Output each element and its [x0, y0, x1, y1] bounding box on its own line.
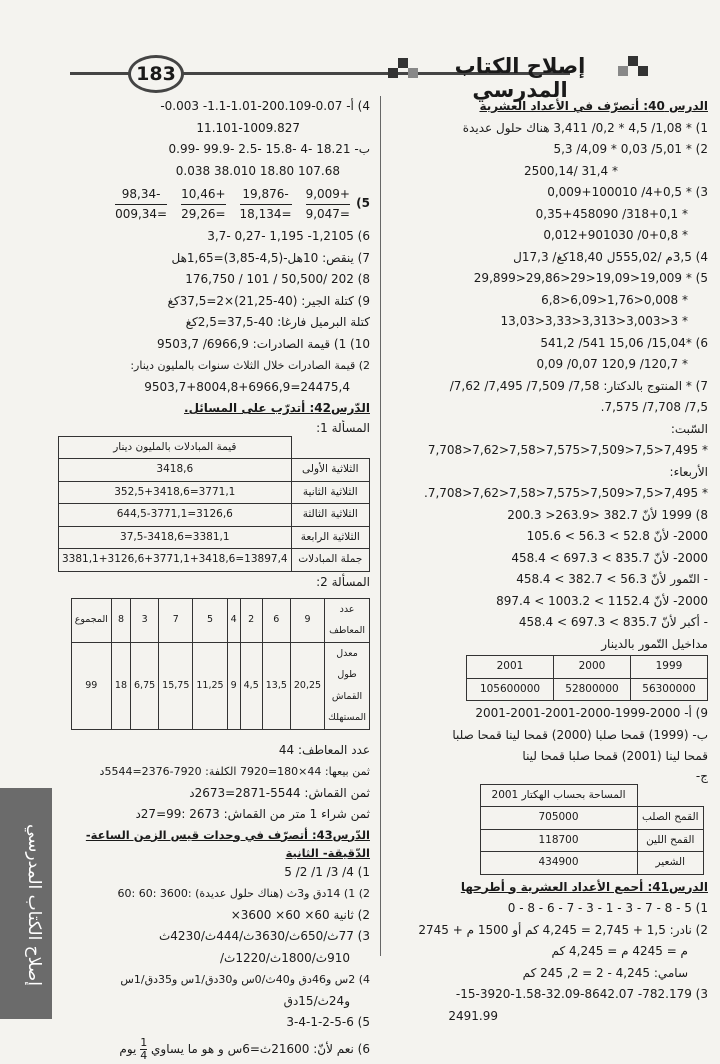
table-cell: 4 [227, 598, 240, 642]
area-table [480, 784, 705, 875]
text-line: ثمن القماش: 5544-2871=2673د [189, 785, 370, 800]
fraction-numerator: 1 [140, 1035, 148, 1049]
decor-square [618, 66, 628, 76]
text-line: 1) 4/ 3/ 1/ 2/ 5 [284, 864, 370, 879]
text-line: * 7,495<7,5<7,509<7,575<7,58<7,62<7,708. [424, 486, 708, 500]
table-cell: 13897,4=3381,1+3126,6+3771,1+3418,6 [59, 549, 292, 572]
text-line: * 3<3,003<3,313<3,33<13,03 [500, 314, 688, 328]
table-cell: 2000 [554, 656, 631, 679]
table-cell: 4,5 [240, 642, 262, 729]
text-line: 5) * 19,009<19,09<29<29,86<29,899 [473, 271, 708, 285]
table-cell: 18 [111, 642, 130, 729]
text-line: - أكبر لأنّ 835.7 > 697.3 > 458.4 [518, 615, 708, 629]
text-line: 1) 5 - 8 - 7 - 3 - 1 - 3 - 7 - 6 - 8 - 0 [507, 901, 708, 915]
table-cell: 705000 [480, 807, 637, 830]
text-segment: 6) نعم لأنّ: 21600ث=6س و هو ما يساوي [151, 1041, 370, 1056]
table-cell: 8 [111, 598, 130, 642]
text-line: 6) 1,2105- 1,195 -0,27 -3,7 [207, 229, 370, 243]
text-line: * 120,7/ 120,9 0,07/ 0,09 [536, 357, 688, 371]
text-line: 2000- لأنّ 1152.4 > 1003.2 > 897.4 [496, 593, 708, 608]
text-line: * 318+0,1/ 0,35+458090 [535, 206, 688, 221]
table-cell: القمح اللين [637, 829, 704, 852]
text-line: 4) 3,5م /555,02ل 18,40كغ/ 17,3ل [513, 249, 708, 264]
decor-square [408, 68, 418, 78]
text-line: 7) ينقص: 10هل-(4,5-3,85)=1,65هل [171, 250, 370, 265]
result: 29,26= [181, 206, 226, 221]
text-line: الأربعاء: [669, 464, 708, 479]
decor-square [388, 68, 398, 78]
table-header: المساحة بحساب الهكتار 2001 [480, 784, 637, 807]
text-line: 3) * 4+0,5/ 0,009+100010 [547, 185, 708, 199]
text-line: ثمن شراء 1 متر من القماش: 2673 :99=27د [135, 807, 370, 821]
operand: 19,876- [240, 185, 292, 205]
operand: 98,34- [115, 185, 167, 205]
text-line: 5) 3-4-1-2-5-6 [286, 1015, 370, 1029]
text-line: السّبت: [670, 421, 708, 436]
result: 009,34= [115, 206, 168, 221]
text-line: 7) * المنتوج بالدكتار: 7,58/ 7,509/ 7,495/ 7,62/ [449, 378, 708, 393]
text-line: 9) أ- 2000-1999-2000-2001-2001-2001 [475, 706, 708, 720]
text-line: 7,5/ 7,708/ 7,575. [600, 400, 708, 414]
table-cell: الثلاثية الرابعة [291, 526, 369, 549]
text-line: * 0,008<1,76<6,09<6,8 [541, 292, 688, 307]
decor-square [638, 66, 648, 76]
text-line: 4) أ- 0.07-200.109-1.01-1.1- 0.003- [160, 99, 370, 113]
table-cell: 9 [290, 598, 324, 642]
text-line: 2) قيمة الصادرات خلال الثلاث سنوات بالمليون دينار: [130, 359, 370, 372]
table-cell: 56300000 [631, 678, 708, 701]
table-cell: الثلاثية الثالثة [291, 504, 369, 527]
table-cell: 20,25 [290, 642, 324, 729]
operation [240, 185, 292, 224]
fraction-denominator: 4 [140, 1048, 148, 1062]
decor-square [628, 56, 638, 66]
text-line: ب- (1999) قمحا صلبا (2000) قمحا لينا قمحا صلبا [452, 727, 708, 742]
table-header: قيمة المبادلات بالمليون دينار [59, 436, 292, 459]
problem-label: المسألة 2: [316, 574, 370, 589]
table-cell: الثلاثية الثانية [291, 481, 369, 504]
table-cell [637, 784, 704, 807]
text-line: 2) ثانية 60× 60× 3600× [230, 907, 370, 922]
table-cell: 105600000 [467, 678, 554, 701]
text-line: 2491.99 [448, 1008, 498, 1023]
left-column [58, 96, 370, 1064]
table-cell [291, 436, 369, 459]
decor-square [398, 58, 408, 68]
table-cell: 1999 [631, 656, 708, 679]
side-label: إصلاح الكتاب المدرسي [24, 824, 44, 986]
table-header: معدل طول القماش المستهلك [325, 642, 370, 729]
text-line: 10) 1) قيمة الصادرات: 6966,9/ 9503,7 [157, 336, 370, 351]
table-cell: الثلاثية الأولى [291, 459, 369, 482]
table-cell: 118700 [480, 829, 637, 852]
lesson43-title: الدّرس43: أتصرّف في وحدات قيس الزمن الساعة- الدّقيقة- الثانية [85, 827, 370, 860]
text-line: 1) * 1,08/ 4,5 * 0,2/ 3,411 هناك حلول عديدة [462, 120, 708, 135]
table-cell: الشعير [637, 852, 704, 875]
result: 18,134= [239, 206, 292, 221]
text-line: 9) كتلة الجير: (40-21,25)×2=37,5كغ [167, 293, 370, 308]
text-line: - التّمور لأنّ 56.3 > 382.7 > 458.4 [516, 572, 708, 586]
exercise-number: 5) [356, 196, 370, 211]
subtraction-block [58, 182, 370, 226]
text-line: ثمن بيعها: 44×180=7920 الكلفة: 7920-2376=5544د [99, 765, 370, 778]
table-cell: المجموع [71, 598, 111, 642]
text-line: ج- [695, 768, 708, 783]
text-line: م = 4245 م = 4,245 كم [551, 944, 688, 958]
table-cell: 3381,1=37,5-3418,6 [59, 526, 292, 549]
text-line: 2000- لأنّ 52.8 > 56.3 > 105.6 [526, 529, 708, 543]
text-line: 2) 1) 14دق و3ث (هناك حلول عديدة) :3600 :60 :60 [117, 887, 370, 900]
text-line: 4) 2س و46دق و40ث/0س و30دق/1س و35دق/1س [120, 973, 370, 986]
text-line: * 31,4 /2500,14 [523, 163, 618, 178]
table-cell: 6,75 [131, 642, 159, 729]
text-segment: يوم [119, 1041, 137, 1056]
text-line: 8) 202 /50,500 / 101 / 176,750 [185, 272, 370, 286]
text-line: * 7,495<7,5<7,509<7,575<7,58<7,62<7,708 [427, 443, 708, 457]
page-number: 183 [128, 55, 184, 93]
text-line: قمحا لينا (2001) قمحا صلبا قمحا لينا [522, 749, 708, 763]
table-cell: 9 [227, 642, 240, 729]
text-line: 3) 782.179- 15-3920-1.58-32.09-8642.07- [455, 987, 708, 1001]
table-cell: 15,75 [159, 642, 193, 729]
operand: 10,46+ [181, 185, 225, 205]
text-line: 2) * 5,01/ 0,03 * 4,09/ 5,3 [553, 142, 708, 156]
table-cell: 2 [240, 598, 262, 642]
text-line: كتلة البرميل فارغا: 40-37,5=2,5كغ [185, 315, 370, 329]
coats-table [71, 598, 370, 730]
table-cell: 13,5 [262, 642, 290, 729]
text-line: و24ث/15دق [283, 993, 350, 1008]
text-line: 6) *15,04/ 15,06 541/ 541,2 [540, 335, 708, 350]
text-line: ب- 18.21 -4 -15.8 -2.5 -99.9 -0.99 [168, 142, 370, 156]
text-line: مداخيل التّمور بالدينار [601, 636, 708, 651]
text-line: 910ث/1800ث/1220ث/ [219, 950, 350, 965]
table-cell: 6 [262, 598, 290, 642]
text-line: 107.68 18.80 38.010 0.038 [175, 163, 340, 178]
lesson42-title: الدّرس42: أتدرّب على المسائل. [184, 401, 370, 415]
page-title: إصلاح الكتاب المدرسي [454, 54, 586, 102]
table-cell: 434900 [480, 852, 637, 875]
exchanges-table [58, 436, 370, 572]
text-line: 3) 77ث/650ث/3630ث/444ث/4230ث [159, 929, 370, 943]
operand: 9,009+ [306, 185, 350, 205]
table-cell: 52800000 [554, 678, 631, 701]
table-cell: 3771,1=352,5+3418,6 [59, 481, 292, 504]
result: 9,047= [305, 206, 350, 221]
operation [181, 185, 225, 224]
table-cell: 3126,6=644,5-3771,1 [59, 504, 292, 527]
fraction [140, 1037, 147, 1062]
operation [306, 185, 350, 224]
table-cell: 3 [131, 598, 159, 642]
text-line: سامي: 4,245 - 2 = 2, 245 كم [522, 965, 688, 980]
spacer [58, 730, 370, 740]
table-cell: 11,25 [193, 642, 227, 729]
table-cell: جملة المبادلات [291, 549, 369, 572]
text-line: 8) 1999 لأنّ 382.7 <263.9< 200.3 [507, 507, 708, 522]
operation [115, 185, 167, 224]
table-cell: 2001 [467, 656, 554, 679]
text-line: * 0+0,8/ 0,012+901030 [543, 228, 688, 242]
income-table [466, 655, 708, 701]
text-line: 11.101-1009.827 [196, 120, 300, 135]
text-line: 2) نادر: 1,5 + 2,745 = 4,245 كم أو 1500 م + 2745 [418, 922, 708, 937]
table-cell: 7 [159, 598, 193, 642]
table-cell: القمح الصلب [637, 807, 704, 830]
text-line [58, 1034, 370, 1064]
text-line: عدد المعاطف: 44 [278, 742, 370, 757]
table-header: عدد المعاطف [325, 598, 370, 642]
problem-label: المسألة 1: [316, 420, 370, 435]
table-cell: 99 [71, 642, 111, 729]
right-column [392, 96, 708, 1027]
text-line: 2000- لأنّ 835.7 > 697.3 > 458.4 [511, 550, 708, 565]
lesson41-title: الدرس41: أجمع الأعداد العشرية و أطرحها [460, 879, 708, 894]
table-cell: 5 [193, 598, 227, 642]
lesson40-title: الدرس 40: أتصرّف في الأعداد العشرية [479, 99, 708, 113]
table-cell: 3418,6 [59, 459, 292, 482]
text-line: 24475,4=9503,7+8004,8+6966,9 [144, 379, 350, 394]
column-divider [380, 96, 381, 956]
